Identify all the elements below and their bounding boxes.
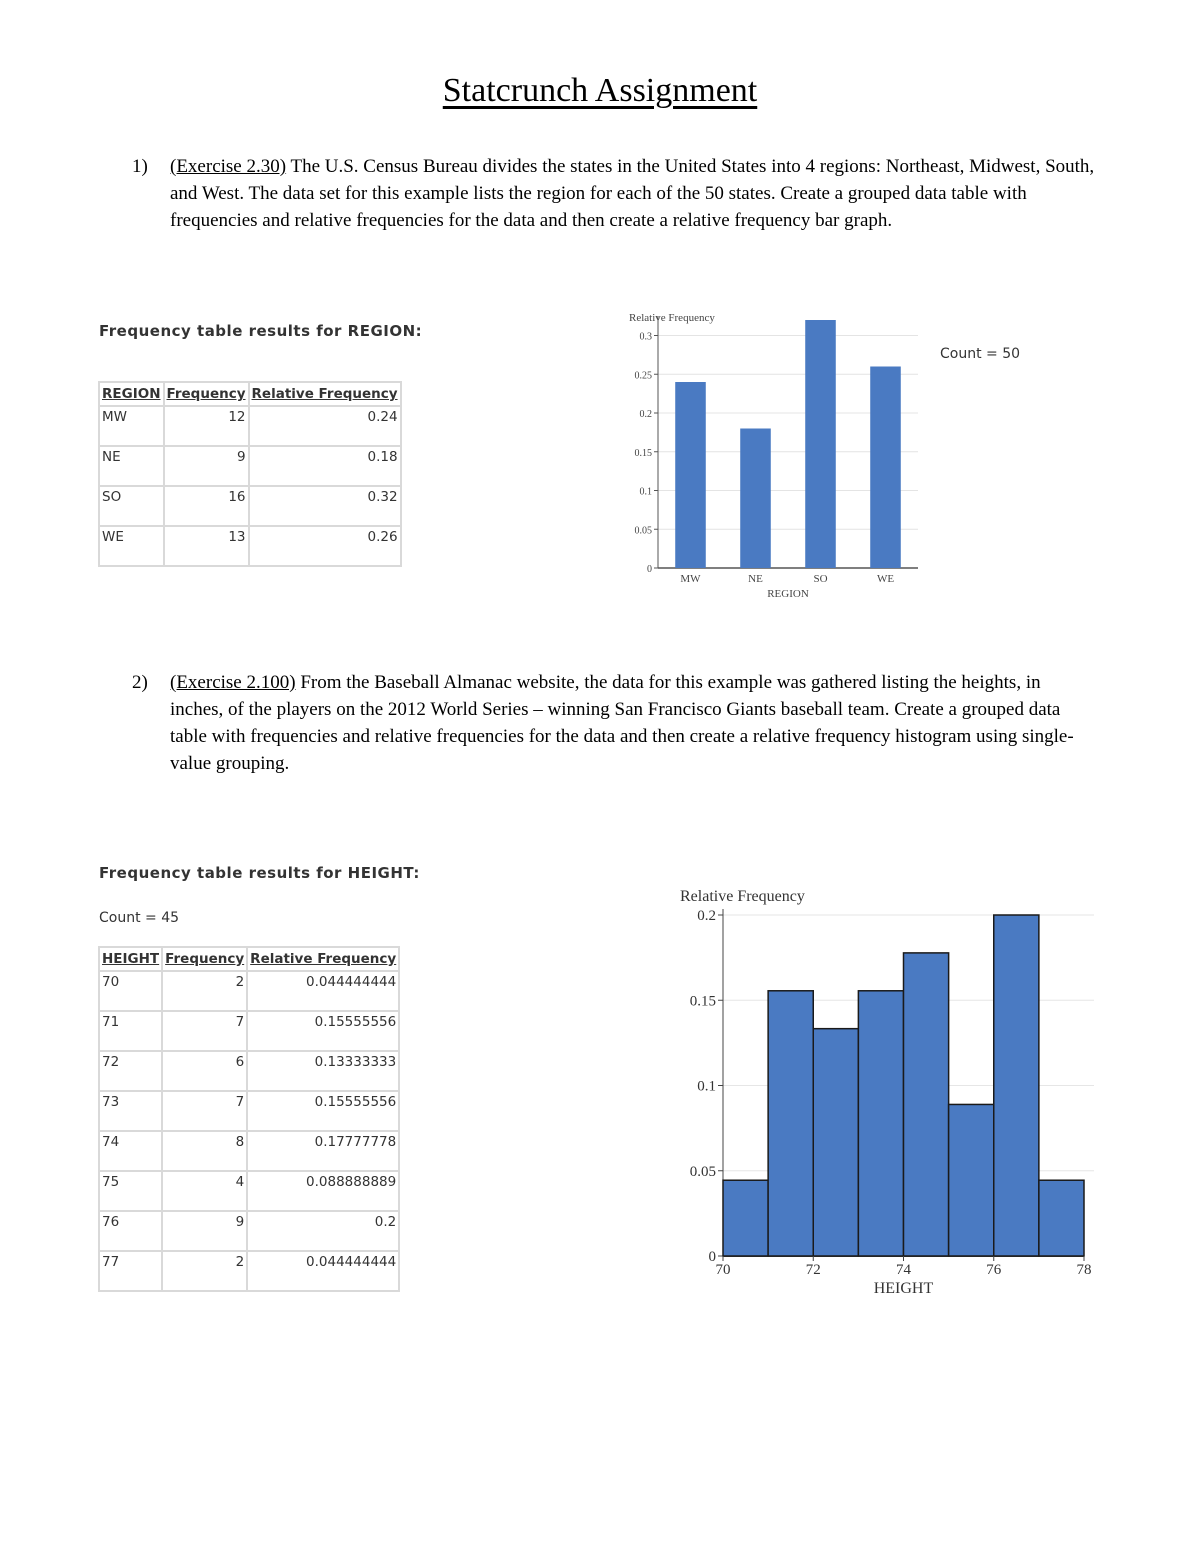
cell-frequency: 7	[162, 1091, 247, 1131]
cell-frequency: 13	[164, 526, 249, 566]
bar-we	[870, 367, 901, 569]
question-2-exercise-ref: (Exercise 2.100)	[170, 672, 296, 693]
x-tick-label: SO	[813, 573, 828, 585]
cell-relative-frequency: 0.15555556	[247, 1091, 399, 1131]
table-row	[99, 1251, 399, 1291]
y-tick-label: 0	[708, 1249, 716, 1265]
table-row	[99, 1171, 399, 1211]
x-axis-label: REGION	[767, 588, 809, 600]
question-2-text: From the Baseball Almanac website, the data for this example was gathered listing the heights, in inches, of the players on the 2012 World Series – winning San Francisco Giants baseball team. Create a grouped data table with frequencies and relative frequencies for the data and then create a relative frequency histogram using single-value grouping.	[170, 672, 1074, 774]
x-tick-label: 72	[805, 1262, 821, 1278]
cell-frequency: 2	[162, 1251, 247, 1291]
x-tick-label: 74	[896, 1262, 911, 1278]
x-tick-label: NE	[748, 573, 763, 585]
question-1-body	[170, 153, 1097, 234]
document-title: Statcrunch Assignment	[442, 72, 758, 109]
region-frequency-table	[98, 381, 402, 567]
column-header: Frequency	[164, 382, 249, 406]
histogram-bar-75	[949, 1104, 994, 1256]
question-2	[132, 669, 1097, 777]
cell-relative-frequency: 0.32	[249, 486, 401, 526]
histogram-bar-76	[994, 915, 1039, 1256]
question-2-body	[170, 669, 1097, 777]
y-tick-label: 0.25	[634, 370, 652, 382]
cell-frequency: 2	[162, 971, 247, 1011]
y-tick-label: 0.05	[689, 1163, 716, 1180]
question-2-number: 2)	[132, 672, 148, 693]
cell-relative-frequency: 0.18	[249, 446, 401, 486]
cell-relative-frequency: 0.044444444	[247, 1251, 399, 1291]
column-header: HEIGHT	[99, 947, 162, 971]
cell-relative-frequency: 0.13333333	[247, 1051, 399, 1091]
y-tick-label: 0.2	[639, 409, 652, 420]
cell-relative-frequency: 0.26	[249, 526, 401, 566]
y-tick-label: 0.1	[697, 1078, 716, 1095]
cell-frequency: 9	[164, 446, 249, 486]
cell-relative-frequency: 0.24	[249, 406, 401, 446]
histogram-bar-74	[904, 953, 949, 1256]
bar-ne	[740, 429, 771, 569]
question-1-number: 1)	[132, 156, 148, 177]
y-axis-label: Relative Frequency	[629, 312, 715, 324]
cell-region: MW	[99, 406, 164, 446]
cell-frequency: 9	[162, 1211, 247, 1251]
cell-height: 70	[99, 971, 162, 1011]
height-frequency-table	[98, 946, 400, 1292]
column-header: REGION	[99, 382, 164, 406]
cell-height: 72	[99, 1051, 162, 1091]
x-tick-label: 76	[986, 1262, 1002, 1278]
histogram-bar-72	[813, 1029, 858, 1256]
cell-relative-frequency: 0.088888889	[247, 1171, 399, 1211]
y-tick-label: 0.2	[697, 908, 716, 924]
table-row	[99, 1131, 399, 1171]
y-tick-label: 0	[647, 564, 652, 575]
cell-region: WE	[99, 526, 164, 566]
cell-relative-frequency: 0.2	[247, 1211, 399, 1251]
y-tick-label: 0.05	[634, 525, 652, 537]
question-1-text: The U.S. Census Bureau divides the states in the United States into 4 regions: Northeast, Midwest, South, and West. The data set for this example lists the region for each of the 50 states. Create a grouped data table with frequencies and relative frequencies for the data and then create a relative frequency bar graph.	[170, 156, 1095, 231]
cell-relative-frequency: 0.15555556	[247, 1011, 399, 1051]
cell-region: NE	[99, 446, 164, 486]
region-bar-chart	[600, 300, 940, 610]
table-row	[99, 486, 401, 526]
histogram-bar-77	[1039, 1180, 1084, 1256]
cell-region: SO	[99, 486, 164, 526]
table-header-row	[99, 947, 399, 971]
table-row	[99, 526, 401, 566]
cell-frequency: 12	[164, 406, 249, 446]
y-tick-label: 0.15	[689, 993, 716, 1010]
cell-height: 73	[99, 1091, 162, 1131]
cell-height: 71	[99, 1011, 162, 1051]
table-header-row	[99, 382, 401, 406]
y-axis-label: Relative Frequency	[680, 888, 805, 905]
column-header: Relative Frequency	[249, 382, 401, 406]
table-row	[99, 406, 401, 446]
y-tick-label: 0.3	[639, 331, 652, 343]
cell-frequency: 7	[162, 1011, 247, 1051]
bar-mw	[675, 382, 706, 568]
y-tick-label: 0.1	[639, 486, 652, 498]
cell-height: 75	[99, 1171, 162, 1211]
height-count: Count = 45	[99, 910, 180, 926]
cell-frequency: 6	[162, 1051, 247, 1091]
height-histogram	[660, 880, 1110, 1310]
table-row	[99, 1011, 399, 1051]
x-tick-label: WE	[876, 573, 895, 585]
question-1-exercise-ref: (Exercise 2.30)	[170, 156, 287, 177]
cell-relative-frequency: 0.044444444	[247, 971, 399, 1011]
column-header: Frequency	[162, 947, 247, 971]
cell-height: 76	[99, 1211, 162, 1251]
cell-height: 74	[99, 1131, 162, 1171]
histogram-bar-70	[723, 1180, 768, 1256]
table-row	[99, 446, 401, 486]
table-row	[99, 1051, 399, 1091]
x-tick-label: MW	[680, 573, 701, 585]
cell-height: 77	[99, 1251, 162, 1291]
table-row	[99, 1211, 399, 1251]
cell-frequency: 8	[162, 1131, 247, 1171]
histogram-bar-73	[858, 991, 903, 1256]
histogram-bar-71	[768, 991, 813, 1256]
y-tick-label: 0.15	[634, 447, 652, 459]
question-1	[132, 153, 1097, 234]
x-axis-label: HEIGHT	[873, 1280, 934, 1297]
cell-frequency: 16	[164, 486, 249, 526]
cell-relative-frequency: 0.17777778	[247, 1131, 399, 1171]
height-table-title: Frequency table results for HEIGHT:	[99, 864, 420, 882]
cell-frequency: 4	[162, 1171, 247, 1211]
x-tick-label: 70	[715, 1262, 731, 1278]
table-row	[99, 971, 399, 1011]
x-tick-label: 78	[1076, 1262, 1092, 1278]
column-header: Relative Frequency	[247, 947, 399, 971]
bar-so	[805, 320, 836, 568]
region-count: Count = 50	[940, 346, 1021, 362]
region-table-title: Frequency table results for REGION:	[99, 322, 423, 340]
table-row	[99, 1091, 399, 1131]
